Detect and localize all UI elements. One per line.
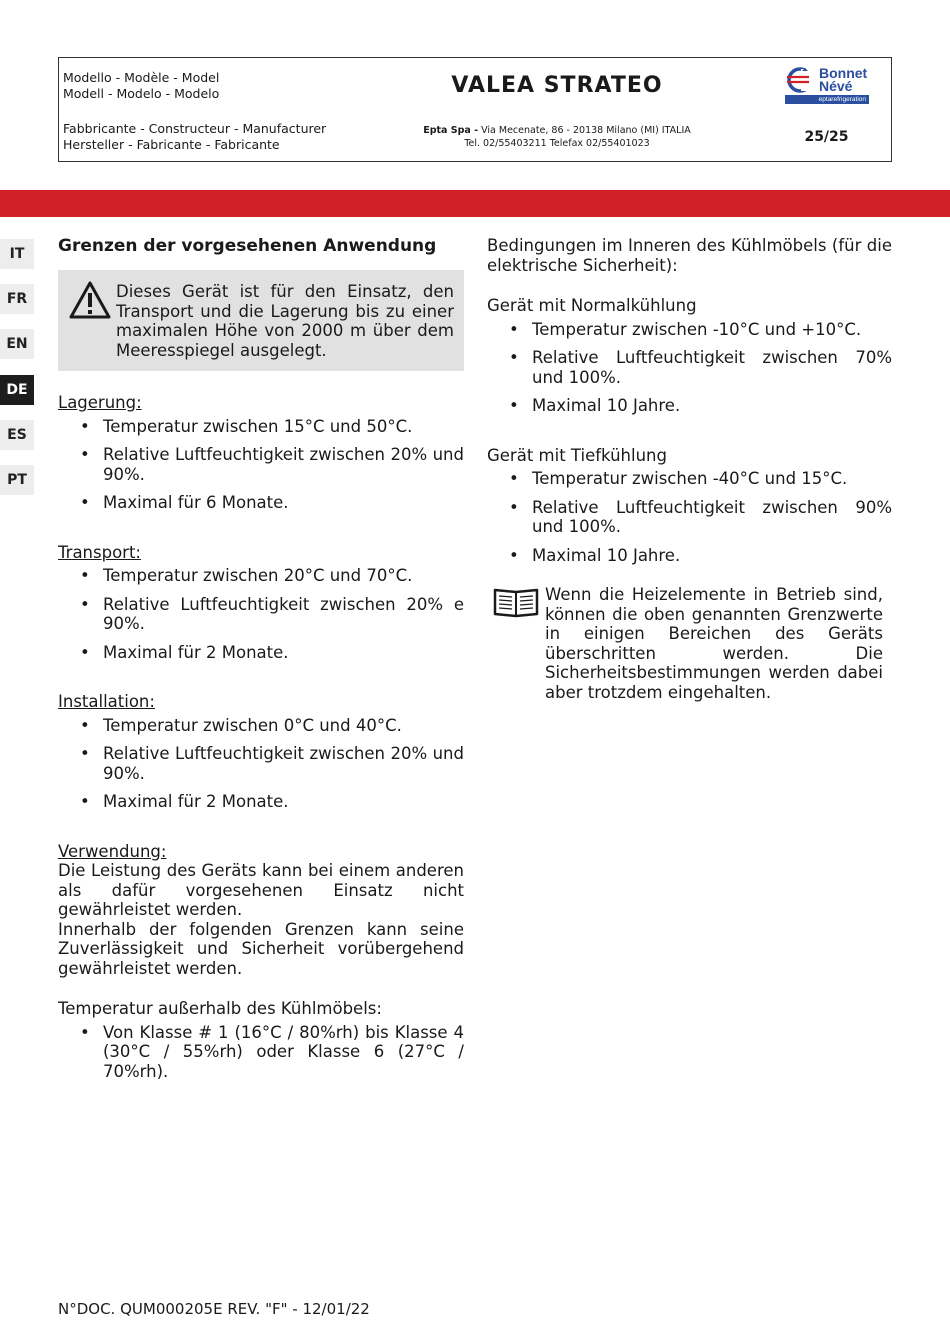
logo-text-bonnet: Bonnet: [819, 65, 868, 81]
logo-subbrand: eptarefrigeration: [785, 95, 869, 104]
list-item: • Relative Luftfeuchtigkeit zwischen 70% und 100%.: [487, 348, 892, 387]
right-column: [487, 236, 892, 702]
manufacturer-label-line2: Hersteller - Fabricante - Fabricante: [63, 137, 280, 152]
storage-heading: Lagerung:: [58, 393, 142, 412]
manufacturer-info: [353, 112, 761, 162]
document-header: [58, 57, 892, 162]
list-item: • Maximal 10 Jahre.: [487, 546, 892, 566]
section-title: Grenzen der vorgesehenen Anwendung: [58, 236, 437, 256]
list-item: • Von Klasse # 1 (16°C / 80%rh) bis Klasse 4 (30°C / 55%rh) oder Klasse 6 (27°C / 70%rh).: [58, 1023, 464, 1082]
outside-temp-list: [58, 1023, 464, 1082]
lang-tab-de[interactable]: DE: [0, 375, 34, 405]
list-item: • Temperatur zwischen 0°C und 40°C.: [58, 716, 464, 736]
transport-heading: Transport:: [58, 542, 141, 562]
frozen-cooling-list: [487, 469, 892, 565]
storage-list: [58, 417, 464, 513]
outside-temp-heading: Temperatur außerhalb des Kühlmöbels:: [58, 999, 382, 1018]
note-box: [487, 585, 892, 702]
model-label-line1: Modello - Modèle - Model: [63, 70, 220, 85]
frozen-cooling-heading: Gerät mit Tiefkühlung: [487, 445, 667, 465]
list-item: • Maximal für 2 Monate.: [58, 643, 464, 663]
list-item: • Relative Luftfeuchtigkeit zwischen 90% und 100%.: [487, 498, 892, 537]
lang-tab-fr[interactable]: FR: [0, 284, 34, 314]
model-label-line2: Modell - Modelo - Modelo: [63, 86, 220, 101]
header-accent-band: [0, 190, 950, 217]
normal-cooling-heading: Gerät mit Normalkühlung: [487, 296, 697, 315]
model-value: VALEA STRATEO: [451, 72, 663, 98]
list-item: • Maximal 10 Jahre.: [487, 396, 892, 416]
usage-heading: Verwendung:: [58, 841, 167, 861]
lang-tab-it[interactable]: IT: [0, 239, 34, 269]
list-item: • Relative Luftfeuchtigkeit zwischen 20% und 90%.: [58, 445, 464, 484]
installation-list: [58, 716, 464, 812]
lang-tab-pt[interactable]: PT: [0, 465, 34, 495]
list-item: • Temperatur zwischen -10°C und +10°C.: [487, 320, 892, 340]
manufacturer-label-line1: Fabbricante - Constructeur - Manufacturer: [63, 121, 327, 136]
normal-cooling-list: [487, 320, 892, 416]
manufacturer-contact: Tel. 02/55403211 Telefax 02/55401023: [464, 138, 650, 149]
usage-paragraph-2: Innerhalb der folgenden Grenzen kann seine Zuverlässigkeit und Sicherheit vorübergehend gewährleistet werden.: [58, 919, 464, 978]
logo-text-neve: Névé: [819, 78, 853, 94]
usage-paragraph-1: Die Leistung des Geräts kann bei einem anderen als dafür vorgesehenen Einsatz nicht gewährleistet werden.: [58, 861, 464, 919]
manufacturer-address: Via Mecenate, 86 - 20138 Milano (MI) ITALIA: [478, 125, 691, 136]
brand-logo: [761, 58, 892, 112]
installation-heading: Installation:: [58, 692, 155, 711]
warning-text: Dieses Gerät ist für den Einsatz, den Transport und die Lagerung bis zu einer maximalen Höhe von 2000 m über dem Meeresspiegel ausgelegt.: [116, 282, 454, 360]
list-item: • Relative Luftfeuchtigkeit zwischen 20% und 90%.: [58, 744, 464, 783]
lang-tab-en[interactable]: EN: [0, 329, 34, 359]
warning-box: [58, 270, 464, 371]
manufacturer-address-line: [353, 124, 761, 137]
list-item: • Maximal für 2 Monate.: [58, 792, 464, 812]
document-number-footer: N°DOC. QUM000205E REV. "F" - 12/01/22: [58, 1300, 370, 1318]
transport-list: [58, 566, 464, 662]
list-item: • Temperatur zwischen 20°C und 70°C.: [58, 566, 464, 586]
list-item: • Temperatur zwischen -40°C und 15°C.: [487, 469, 892, 489]
note-text: Wenn die Heizelemente in Betrieb sind, können die oben genannten Grenzwerte in einigen Bereichen des Geräts überschritten werden. Die Sicherheitsbestimmungen werden dabei aber trotzdem eingehalten.: [545, 585, 883, 702]
manufacturer-name: Epta Spa -: [423, 125, 479, 136]
open-book-icon: [493, 586, 539, 618]
lang-tab-es[interactable]: ES: [0, 420, 34, 450]
warning-triangle-icon: [68, 280, 112, 320]
euro-refrigeration-icon: [785, 67, 819, 95]
list-item: • Maximal für 6 Monate.: [58, 493, 464, 513]
interior-conditions-intro: Bedingungen im Inneren des Kühlmöbels (für die elektrische Sicherheit):: [487, 236, 892, 275]
list-item: • Relative Luftfeuchtigkeit zwischen 20% e 90%.: [58, 595, 464, 634]
manufacturer-label: [59, 112, 353, 162]
page-number: 25/25: [804, 129, 849, 145]
model-label: [59, 58, 353, 112]
list-item: • Temperatur zwischen 15°C und 50°C.: [58, 417, 464, 437]
left-column: [58, 236, 464, 1090]
